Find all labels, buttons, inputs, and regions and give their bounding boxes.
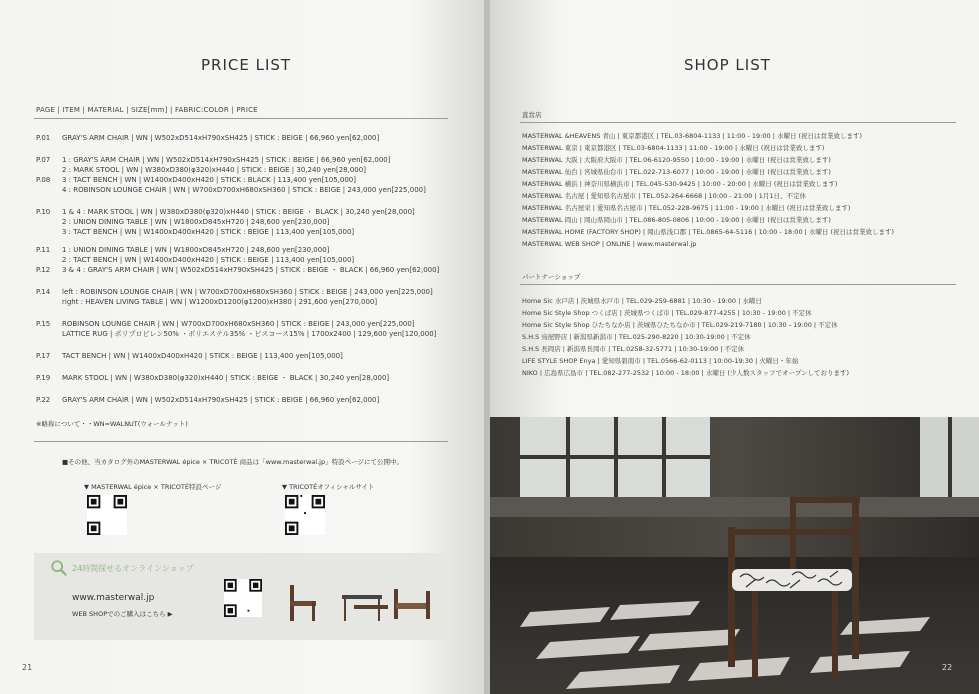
row-page-ref: P.17 <box>36 352 51 360</box>
price-row-line: 1 & 4 : MARK STOOL | WN | W380xD380(φ320)xH440 | STICK : BEIGE ・ BLACK | 30,240 yen[28,000] <box>62 208 415 216</box>
partner-shops-divider <box>520 284 956 285</box>
row-page-ref: P.07 <box>36 156 51 164</box>
direct-shops-heading: 直営店 <box>522 111 542 119</box>
section-divider <box>34 441 448 442</box>
partner-shop-row: Home Sic Style Shop ひたちなか店 | 茨城県ひたちなか市 | TEL.029-219-7180 | 10:30 - 19:00 | 不定休 <box>522 321 838 329</box>
price-row-line: 2 : MARK STOOL | WN | W380xD380(φ320)xH440 | STICK : BEIGE | 30,240 yen[28,000] <box>62 166 366 174</box>
price-row-line: ROBINSON LOUNGE CHAIR | WN | W700xD700xH680xSH360 | STICK : BEIGE | 243,000 yen[225,000] <box>62 320 415 328</box>
price-row-line: 3 & 4 : GRAY'S ARM CHAIR | WN | W502xD514xH790xSH425 | STICK : BEIGE ・ BLACK | 66,960 yen[62,000] <box>62 266 440 274</box>
partner-shop-row: S.H.S 長岡店 | 新潟県長岡市 | TEL.0258-32-5771 | 10:30-19:00 | 不定休 <box>522 345 745 353</box>
furniture-illustration <box>284 577 444 632</box>
direct-shop-row: MASTERWAL 横浜 | 神奈川県横浜市 | TEL.045-530-9425 | 10:00 - 20:00 | 水曜日 (祝日は営業致します) <box>522 180 838 188</box>
price-row-line: TACT BENCH | WN | W1400xD400xH420 | STICK : BEIGE | 113,400 yen[105,000] <box>62 352 343 360</box>
partner-shop-row: Home Sic Style Shop つくば店 | 茨城県つくば市 | TEL.029-877-4255 | 10:30 - 19:00 | 不定休 <box>522 309 812 317</box>
qr-code-special-page[interactable] <box>87 495 127 535</box>
online-shop-url[interactable]: www.masterwal.jp <box>72 593 155 603</box>
direct-shop-row: MASTERWAL 大阪 | 大阪府大阪市 | TEL.06-6120-9550 | 10:00 - 19:00 | 水曜日 (祝日は営業致します) <box>522 156 831 164</box>
price-row-line: 1 : UNION DINING TABLE | WN | W1800xD845xH720 | 248,600 yen[230,000] <box>62 246 330 254</box>
partner-shop-row: NIKO | 広島県広島市 | TEL.082-277-2532 | 10:00 - 18:00 | 水曜日 (少人数スタッフでオープンしております) <box>522 369 850 377</box>
qr-code-official-site[interactable] <box>285 495 325 535</box>
direct-shop-row: MASTERWAL &HEAVENS 青山 | 東京都港区 | TEL.03-6804-1133 | 11:00 - 19:00 | 水曜日 (祝日は営業致します) <box>522 132 863 140</box>
price-table-header: PAGE | ITEM | MATERIAL | SIZE[mm] | FABRIC:COLOR | PRICE <box>36 106 258 114</box>
partner-shop-row: Home Sic 水戸店 | 茨城県水戸市 | TEL.029-259-6881 | 10:30 - 19:00 | 水曜日 <box>522 297 762 305</box>
online-shop-banner[interactable] <box>34 553 449 640</box>
row-page-ref: P.14 <box>36 288 51 296</box>
price-row-line: 2 : UNION DINING TABLE | WN | W1800xD845xH720 | 248,600 yen[230,000] <box>62 218 330 226</box>
direct-shop-row: MASTERWAL 東京 | 東京都港区 | TEL.03-6804-1133 | 11:00 - 19:00 | 水曜日 (祝日は営業致します) <box>522 144 825 152</box>
price-row-line: GRAY'S ARM CHAIR | WN | W502xD514xH790xSH425 | STICK : BEIGE | 66,960 yen[62,000] <box>62 134 380 142</box>
direct-shop-row: MASTERWAL WEB SHOP | ONLINE | www.masterwal.jp <box>522 240 697 248</box>
price-row-line: GRAY'S ARM CHAIR | WN | W502xD514xH790xSH425 | STICK : BEIGE | 66,960 yen[62,000] <box>62 396 380 404</box>
abbreviation-note: ※略称について・・WN=WALNUT(ウォールナット) <box>36 420 188 428</box>
row-page-ref: P.22 <box>36 396 51 404</box>
qr-code-online-shop[interactable] <box>224 579 262 617</box>
page-number-left: 21 <box>22 663 33 672</box>
direct-shop-row: MASTERWAL HOME (FACTORY SHOP) | 岡山県浅口郡 | TEL.0865-64-5116 | 10:00 - 18:00 | 水曜日 (祝日は営業致します) <box>522 228 895 236</box>
web-special-note: ■その他、当カタログ外のMASTERWAL épice × TRICOTÉ 商品は「www.masterwal.jp」特設ページにて公開中。 <box>62 458 403 466</box>
row-page-ref: P.15 <box>36 320 51 328</box>
price-row-line: 3 : TACT BENCH | WN | W1400xD400xH420 | STICK : BEIGE | 113,400 yen[105,000] <box>62 228 355 236</box>
partner-shop-row: S.H.S 鳥屋野店 | 新潟県新潟市 | TEL.025-290-8220 | 10:30-19:00 | 不定休 <box>522 333 751 341</box>
price-row-line: 1 : GRAY'S ARM CHAIR | WN | W502xD514xH790xSH425 | STICK : BEIGE | 66,960 yen[62,000] <box>62 156 391 164</box>
price-row-line: left : ROBINSON LOUNGE CHAIR | WN | W700xD700xH680xSH360 | STICK : BEIGE | 243,000 yen[225,000] <box>62 288 433 296</box>
online-shop-heading: 24時間探せるオンラインショップ <box>72 564 194 573</box>
partner-shops-heading: パートナーショップ <box>522 273 581 281</box>
row-page-ref: P.19 <box>36 374 51 382</box>
interior-chair-photo <box>490 417 979 694</box>
qr2-label: ▼ TRICOTÉオフィシャルサイト <box>282 483 375 491</box>
direct-shops-divider <box>520 122 956 123</box>
row-page-ref: P.01 <box>36 134 51 142</box>
price-row-line: 4 : ROBINSON LOUNGE CHAIR | WN | W700xD700xH680xSH360 | STICK : BEIGE | 243,000 yen[225,000] <box>62 186 426 194</box>
price-row-line: 3 : TACT BENCH | WN | W1400xD400xH420 | STICK : BLACK | 113,400 yen[105,000] <box>62 176 356 184</box>
direct-shop-row: MASTERWAL 名古屋 | 愛知県名古屋市 | TEL.052-264-6668 | 10:00 - 21:00 | 1月1日、不定休 <box>522 192 807 200</box>
direct-shop-row: MASTERWAL 仙台 | 宮城県仙台市 | TEL.022-713-6077 | 10:00 - 19:00 | 水曜日 (祝日は営業致します) <box>522 168 831 176</box>
direct-shop-row: MASTERWAL 名古屋栄 | 愛知県名古屋市 | TEL.052-228-9675 | 11:00 - 19:00 | 水曜日 (祝日は営業致します) <box>522 204 851 212</box>
row-page-ref: P.10 <box>36 208 51 216</box>
price-row-line: MARK STOOL | WN | W380xD380(φ320)xH440 | STICK : BEIGE ・ BLACK | 30,240 yen[28,000] <box>62 374 390 382</box>
search-icon <box>50 559 68 577</box>
price-row-line: right : HEAVEN LIVING TABLE | WN | W1200xD1200(φ1200)xH380 | 291,600 yen[270,000] <box>62 298 378 306</box>
partner-shop-row: LIFE STYLE SHOP Enya | 愛知県碧南市 | TEL.0566-62-0113 | 10:00-19:30 | 火曜日・年始 <box>522 357 799 365</box>
shop-list-page <box>490 0 979 694</box>
price-list-page <box>0 0 484 694</box>
page-title: PRICE LIST <box>201 56 292 74</box>
row-page-ref: P.08 <box>36 176 51 184</box>
header-divider <box>34 118 448 119</box>
online-shop-link[interactable]: WEB SHOPでのご購入はこちら ▶ <box>72 610 173 618</box>
price-row-line: LATTICE RUG | ポリプロピレン50% ・ポリエステル35% ・ビスコース15% | 1700x2400 | 129,600 yen[120,000] <box>62 330 437 338</box>
qr1-label: ▼ MASTERWAL épice × TRICOTÉ特設ページ <box>84 483 222 491</box>
page-title: SHOP LIST <box>684 56 771 74</box>
price-row-line: 2 : TACT BENCH | WN | W1400xD400xH420 | STICK : BEIGE | 113,400 yen[105,000] <box>62 256 355 264</box>
row-page-ref: P.12 <box>36 266 51 274</box>
row-page-ref: P.11 <box>36 246 51 254</box>
page-number-right: 22 <box>942 663 953 672</box>
direct-shop-row: MASTERWAL 岡山 | 岡山県岡山市 | TEL.086-805-0806 | 10:00 - 19:00 | 水曜日 (祝日は営業致します) <box>522 216 831 224</box>
